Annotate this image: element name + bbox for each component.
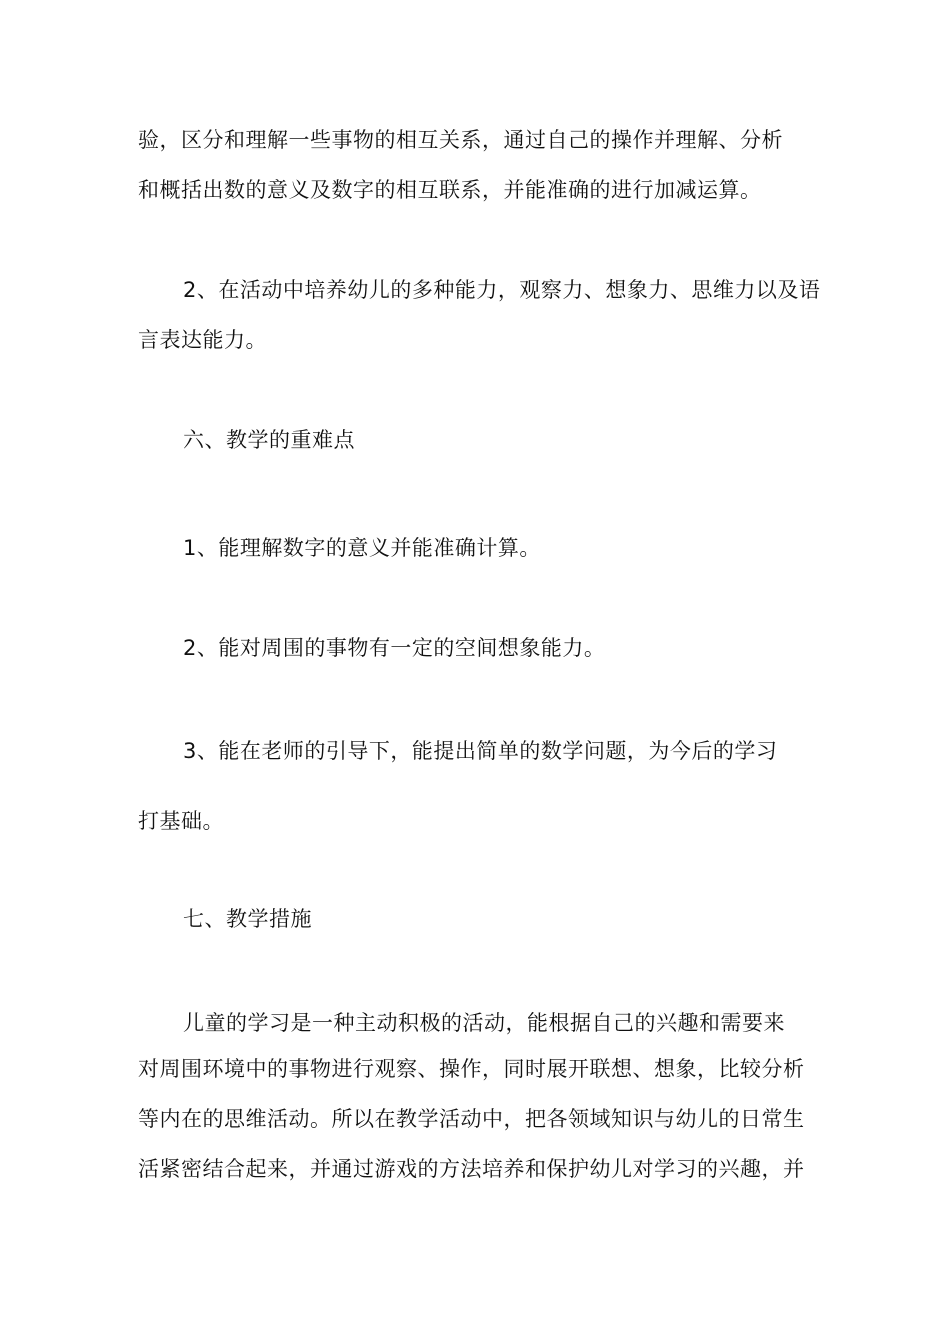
section-heading-key-points: 六、教学的重难点 [183, 428, 355, 452]
paragraph-line: 验，区分和理解一些事物的相互关系，通过自己的操作并理解、分析 [138, 128, 783, 152]
paragraph-line: 言表达能力。 [138, 328, 267, 352]
paragraph-line: 3、能在老师的引导下，能提出简单的数学问题，为今后的学习 [183, 739, 778, 763]
key-point-item-1: 1、能理解数字的意义并能准确计算。 [183, 536, 541, 560]
paragraph-line: 2、在活动中培养幼儿的多种能力，观察力、想象力、思维力以及语 [183, 278, 821, 302]
section-heading-measures: 七、教学措施 [183, 907, 312, 931]
paragraph-line: 对周围环境中的事物进行观察、操作，同时展开联想、想象，比较分析 [138, 1057, 805, 1081]
key-point-item-2: 2、能对周围的事物有一定的空间想象能力。 [183, 636, 606, 660]
paragraph-line: 儿童的学习是一种主动积极的活动，能根据自己的兴趣和需要来 [183, 1011, 785, 1035]
paragraph-line: 打基础。 [138, 809, 224, 833]
paragraph-line: 等内在的思维活动。所以在教学活动中，把各领域知识与幼儿的日常生 [138, 1107, 805, 1131]
paragraph-line: 活紧密结合起来，并通过游戏的方法培养和保护幼儿对学习的兴趣，并 [138, 1157, 805, 1181]
paragraph-line: 和概括出数的意义及数字的相互联系，并能准确的进行加减运算。 [138, 178, 762, 202]
